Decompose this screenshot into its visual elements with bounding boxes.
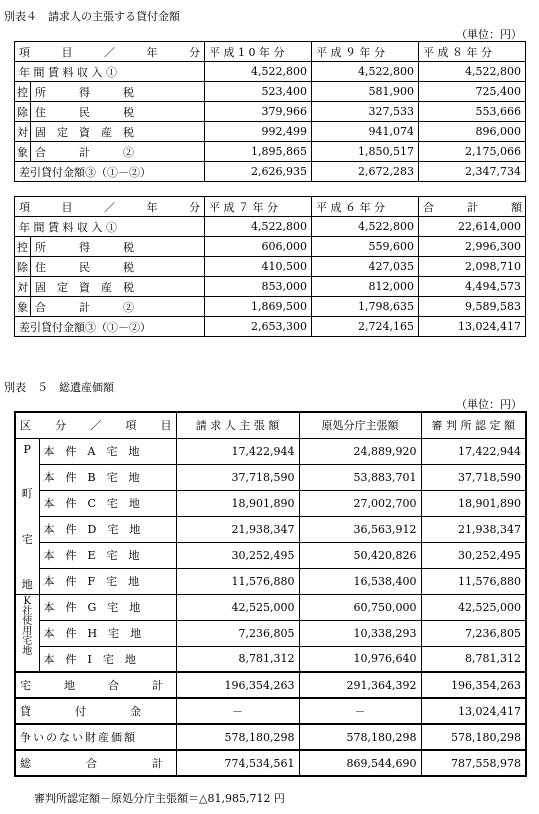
row-label: 貸 付 金 bbox=[15, 698, 176, 724]
table-row bbox=[15, 620, 526, 646]
group-char: 除 bbox=[15, 102, 31, 122]
cell: 1,798,635 bbox=[312, 297, 419, 317]
group-char: 控 bbox=[15, 82, 31, 102]
cell: 30,252,495 bbox=[421, 542, 526, 568]
group-k-company-residential: K 社 使 用 宅 地 bbox=[15, 594, 39, 672]
table-row bbox=[15, 594, 526, 620]
cell: 2,996,300 bbox=[419, 237, 526, 257]
row-label: 住 民 税 bbox=[31, 102, 205, 122]
cell: 1,895,865 bbox=[205, 142, 312, 162]
cell: 8,781,312 bbox=[421, 646, 526, 672]
table-row bbox=[15, 277, 526, 297]
table-row bbox=[15, 257, 526, 277]
header-category-item: 区 分 ／ 項 目 bbox=[15, 412, 176, 438]
cell: － bbox=[176, 698, 299, 724]
cell: 869,544,690 bbox=[299, 750, 421, 776]
cell: 16,538,400 bbox=[299, 568, 421, 594]
table-row bbox=[15, 297, 526, 317]
cell: 787,558,978 bbox=[421, 750, 526, 776]
cell: 4,522,800 bbox=[312, 217, 419, 237]
cell: 4,522,800 bbox=[205, 62, 312, 82]
cell: 2,653,300 bbox=[205, 317, 312, 337]
cell: 22,614,000 bbox=[419, 217, 526, 237]
group-char: 除 bbox=[15, 257, 31, 277]
cell: 327,533 bbox=[312, 102, 419, 122]
cell: 2,626,935 bbox=[205, 162, 312, 182]
cell: 196,354,263 bbox=[421, 672, 526, 698]
cell: 42,525,000 bbox=[421, 594, 526, 620]
row-label: 所 得 税 bbox=[31, 82, 205, 102]
footer-note: 審判所認定額－原処分庁主張額＝△81,985,712 円 bbox=[34, 792, 285, 805]
row-label: 年 間 賃 料 収 入 ① bbox=[15, 62, 205, 82]
row-label: 差引貸付金額③（①－②） bbox=[15, 162, 205, 182]
row-label: 差引貸付金額③（①－②） bbox=[15, 317, 205, 337]
row-label: 本 件 C 宅 地 bbox=[39, 490, 176, 516]
header-item-year: 項 目 ／ 年 分 bbox=[15, 42, 205, 62]
row-label: 本 件 H 宅 地 bbox=[39, 620, 176, 646]
cell: 2,347,734 bbox=[419, 162, 526, 182]
cell: 24,889,920 bbox=[299, 438, 421, 464]
cell: 21,938,347 bbox=[421, 516, 526, 542]
cell: 11,576,880 bbox=[421, 568, 526, 594]
row-label: 合 計 ② bbox=[31, 297, 205, 317]
cell: 2,175,066 bbox=[419, 142, 526, 162]
header-item-year: 項 目 ／ 年 分 bbox=[15, 197, 205, 217]
table-row bbox=[15, 542, 526, 568]
table-row bbox=[15, 464, 526, 490]
row-label: 本 件 G 宅 地 bbox=[39, 594, 176, 620]
cell: 7,236,805 bbox=[421, 620, 526, 646]
row-label: 総 合 計 bbox=[15, 750, 176, 776]
row-label: 争いのない財産価額 bbox=[15, 724, 176, 750]
table4-title: 別表４ 請求人の主張する貸付金額 bbox=[4, 10, 180, 23]
cell: 13,024,417 bbox=[419, 317, 526, 337]
cell: 896,000 bbox=[419, 122, 526, 142]
total-row bbox=[15, 672, 526, 698]
cell: 196,354,263 bbox=[176, 672, 299, 698]
cell: 60,750,000 bbox=[299, 594, 421, 620]
cell: 2,724,165 bbox=[312, 317, 419, 337]
cell: 578,180,298 bbox=[299, 724, 421, 750]
group-p-town-residential: P 町 宅 地 bbox=[15, 438, 39, 594]
table4-block2 bbox=[14, 196, 526, 337]
table5-unit: （単位：円） bbox=[456, 398, 522, 411]
col-header: 平 成 1 0 年 分 bbox=[205, 42, 312, 62]
row-label: 固 定 資 産 税 bbox=[31, 122, 205, 142]
total-row bbox=[15, 724, 526, 750]
cell: 37,718,590 bbox=[176, 464, 299, 490]
cell: 379,966 bbox=[205, 102, 312, 122]
total-row bbox=[15, 698, 526, 724]
cell: 36,563,912 bbox=[299, 516, 421, 542]
cell: 774,534,561 bbox=[176, 750, 299, 776]
table-row bbox=[15, 516, 526, 542]
col-header: 平 成 ９ 年 分 bbox=[312, 42, 419, 62]
table-row bbox=[15, 62, 526, 82]
cell: 11,576,880 bbox=[176, 568, 299, 594]
table4-block1 bbox=[14, 41, 526, 182]
cell: 4,494,573 bbox=[419, 277, 526, 297]
table-row bbox=[15, 162, 526, 182]
cell: 853,000 bbox=[205, 277, 312, 297]
row-label: 本 件 E 宅 地 bbox=[39, 542, 176, 568]
table-row bbox=[15, 217, 526, 237]
cell: 53,883,701 bbox=[299, 464, 421, 490]
row-label: 固 定 資 産 税 bbox=[31, 277, 205, 297]
table-row bbox=[15, 237, 526, 257]
row-label: 住 民 税 bbox=[31, 257, 205, 277]
cell: 291,364,392 bbox=[299, 672, 421, 698]
cell: 18,901,890 bbox=[176, 490, 299, 516]
cell: 21,938,347 bbox=[176, 516, 299, 542]
cell: 18,901,890 bbox=[421, 490, 526, 516]
group-char: 対 bbox=[15, 277, 31, 297]
cell: 4,522,800 bbox=[205, 217, 312, 237]
row-label: 宅 地 合 計 bbox=[15, 672, 176, 698]
table5 bbox=[14, 411, 527, 777]
cell: － bbox=[299, 698, 421, 724]
table4-unit: （単位：円） bbox=[456, 28, 522, 41]
group-char: 象 bbox=[15, 142, 31, 162]
cell: 553,666 bbox=[419, 102, 526, 122]
cell: 2,098,710 bbox=[419, 257, 526, 277]
cell: 2,672,283 bbox=[312, 162, 419, 182]
cell: 17,422,944 bbox=[176, 438, 299, 464]
cell: 410,500 bbox=[205, 257, 312, 277]
col-header: 請 求 人 主 張 額 bbox=[176, 412, 299, 438]
cell: 1,850,517 bbox=[312, 142, 419, 162]
total-row bbox=[15, 750, 526, 776]
group-char: 控 bbox=[15, 237, 31, 257]
cell: 30,252,495 bbox=[176, 542, 299, 568]
table-row bbox=[15, 317, 526, 337]
cell: 523,400 bbox=[205, 82, 312, 102]
table5-header-row bbox=[15, 412, 526, 438]
row-label: 合 計 ② bbox=[31, 142, 205, 162]
table-row bbox=[15, 568, 526, 594]
group-char: 象 bbox=[15, 297, 31, 317]
col-header: 平 成 ７ 年 分 bbox=[205, 197, 312, 217]
cell: 37,718,590 bbox=[421, 464, 526, 490]
cell: 10,338,293 bbox=[299, 620, 421, 646]
cell: 559,600 bbox=[312, 237, 419, 257]
table-row bbox=[15, 122, 526, 142]
cell: 27,002,700 bbox=[299, 490, 421, 516]
col-header: 合 計 額 bbox=[419, 197, 526, 217]
cell: 7,236,805 bbox=[176, 620, 299, 646]
cell: 427,035 bbox=[312, 257, 419, 277]
table-row bbox=[15, 102, 526, 122]
row-label: 本 件 B 宅 地 bbox=[39, 464, 176, 490]
cell: 9,589,583 bbox=[419, 297, 526, 317]
row-label: 年 間 賃 料 収 入 ① bbox=[15, 217, 205, 237]
cell: 50,420,826 bbox=[299, 542, 421, 568]
cell: 725,400 bbox=[419, 82, 526, 102]
cell: 42,525,000 bbox=[176, 594, 299, 620]
cell: 10,976,640 bbox=[299, 646, 421, 672]
col-header: 平 成 ６ 年 分 bbox=[312, 197, 419, 217]
row-label: 本 件 A 宅 地 bbox=[39, 438, 176, 464]
table-row bbox=[15, 142, 526, 162]
cell: 941,074 bbox=[312, 122, 419, 142]
cell: 578,180,298 bbox=[176, 724, 299, 750]
cell: 812,000 bbox=[312, 277, 419, 297]
col-header: 平 成 ８ 年 分 bbox=[419, 42, 526, 62]
col-header: 審 判 所 認 定 額 bbox=[421, 412, 526, 438]
table5-title: 別表 ５ 総遺産価額 bbox=[4, 381, 114, 394]
table-row bbox=[15, 82, 526, 102]
cell: 8,781,312 bbox=[176, 646, 299, 672]
row-label: 本 件 F 宅 地 bbox=[39, 568, 176, 594]
cell: 4,522,800 bbox=[312, 62, 419, 82]
row-label: 所 得 税 bbox=[31, 237, 205, 257]
cell: 1,869,500 bbox=[205, 297, 312, 317]
cell: 17,422,944 bbox=[421, 438, 526, 464]
row-label: 本 件 I 宅 地 bbox=[39, 646, 176, 672]
col-header: 原処分庁主張額 bbox=[299, 412, 421, 438]
row-label: 本 件 D 宅 地 bbox=[39, 516, 176, 542]
cell: 578,180,298 bbox=[421, 724, 526, 750]
cell: 606,000 bbox=[205, 237, 312, 257]
cell: 581,900 bbox=[312, 82, 419, 102]
table-row bbox=[15, 438, 526, 464]
table-row bbox=[15, 646, 526, 672]
table-row bbox=[15, 490, 526, 516]
cell: 13,024,417 bbox=[421, 698, 526, 724]
group-char: 対 bbox=[15, 122, 31, 142]
cell: 4,522,800 bbox=[419, 62, 526, 82]
cell: 992,499 bbox=[205, 122, 312, 142]
